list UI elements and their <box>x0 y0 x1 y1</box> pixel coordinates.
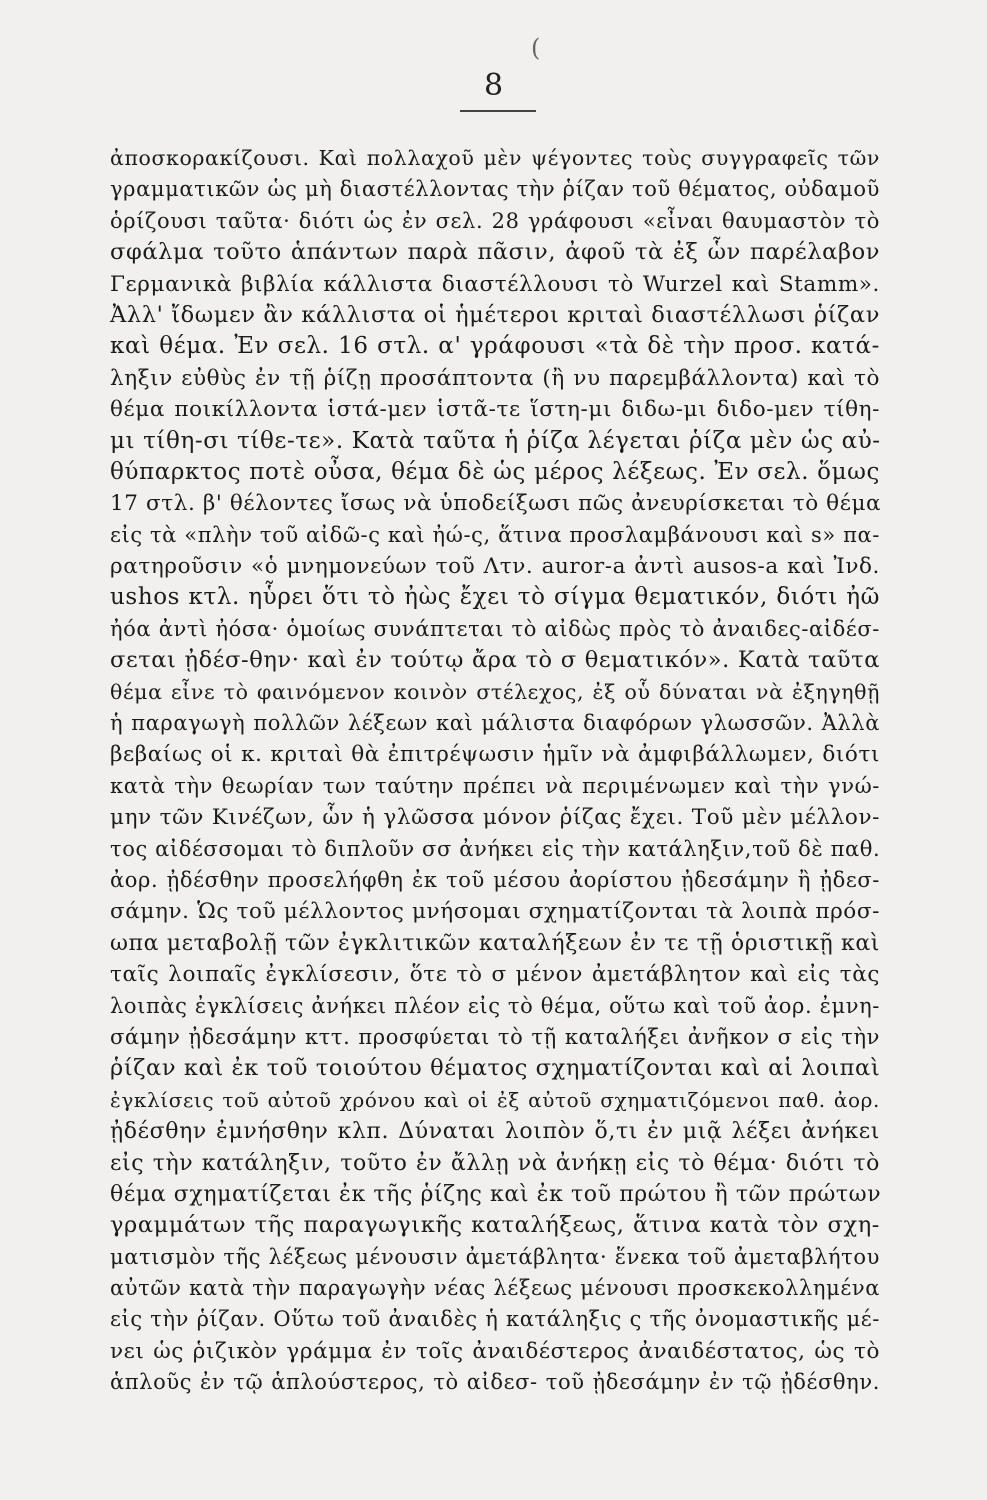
text-line: νει ὡς ῥιζικὸν γράμμα ἐν τοῖς ἀναιδέστερος ἀναιδέστατος, ὡς τὸ <box>110 1338 880 1364</box>
page-number: 8 <box>483 68 504 103</box>
text-line: εἰς τὰ «πλὴν τοῦ αἰδῶ-ς καὶ ἠώ-ς, ἅτινα προσλαμβάνουσι καὶ s» πα- <box>110 522 880 547</box>
text-line: ἡ παραγωγὴ πολλῶν λέξεων καὶ μάλιστα διαφόρων γλωσσῶν. Ἀλλὰ <box>110 711 880 736</box>
text-line: ἐγκλίσεις τοῦ αὐτοῦ χρόνου καὶ οἱ ἐξ αὐτοῦ σχηματιζόμενοι παθ. ἀορ. <box>110 1087 880 1112</box>
text-line: λοιπὰς ἐγκλίσεις ἀνήκει πλέον εἰς τὸ θέμα, οὕτω καὶ τοῦ ἀορ. ἐμνη- <box>110 993 880 1018</box>
text-line: ωπα μεταβολῇ τῶν ἐγκλιτικῶν καταλήξεων ἐν τε τῇ ὁριστικῇ καὶ <box>110 930 880 956</box>
text-line: ῥίζαν καὶ ἐκ τοῦ τοιούτου θέματος σχηματίζονται καὶ αἱ λοιπαὶ <box>110 1055 881 1082</box>
text-line: Ἀλλ' ἴδωμεν ἂν κάλλιστα οἱ ἡμέτεροι κριταὶ διαστέλλωσι ῥίζαν <box>110 301 880 328</box>
text-line: ματισμὸν τῆς λέξεως μένουσιν ἀμετάβλητα· ἕνεκα τοῦ ἀμεταβλήτου <box>110 1244 880 1269</box>
text-line: σεται ᾐδέσ-θην· καὶ ἐν τούτῳ ἄρα τὸ σ θεματικόν». Κατὰ ταῦτα <box>110 647 880 674</box>
text-line: κατὰ τὴν θεωρίαν των ταύτην πρέπει νὰ περιμένωμεν καὶ τὴν γνώ- <box>110 773 880 798</box>
text-line: ταῖς λοιπαῖς ἐγκλίσεσιν, ὅτε τὸ σ μένον ἀμετάβλητον καὶ εἰς τὰς <box>110 962 880 988</box>
text-line: θέμα εἶνε τὸ φαινόμενον κοινὸν στέλεχος, ἐξ οὗ δύναται νὰ ἐξηγηθῇ <box>110 679 880 704</box>
text-line: ushos κτλ. ηὗρει ὅτι τὸ ἠὼς ἔχει τὸ σίγμα θεματικόν, διότι ἠῶ <box>110 584 880 611</box>
text-line: ἀορ. ᾐδέσθην προσελήφθη ἐκ τοῦ μέσου ἀορίστου ᾐδεσάμην ἢ ᾐδεσ- <box>110 867 880 892</box>
text-line: ρατηροῦσιν «ὁ μνημονεύων τοῦ Λτν. auror-a ἀντὶ ausos-a καὶ Ἰνδ. <box>110 554 880 580</box>
text-line: θέμα ποικίλλοντα ἱστά-μεν ἱστᾶ-τε ἵστη-μι διδω-μι διδο-μεν τίθη- <box>110 397 880 423</box>
text-line: εἰς τὴν ῥίζαν. Οὕτω τοῦ ἀναιδὲς ἡ κατάληξις ς τῆς ὀνομαστικῆς μέ- <box>110 1307 880 1332</box>
text-line: μι τίθη-σι τίθε-τε». Κατὰ ταῦτα ἡ ῥίζα λέγεται ῥίζα μὲν ὡς αὐ- <box>110 427 881 454</box>
text-line: βεβαίως οἱ κ. κριταὶ θὰ ἐπιτρέψωσιν ἡμῖν νὰ ἀμφιβάλλωμεν, διότι <box>110 742 880 768</box>
text-line: σφάλμα τοῦτο ἁπάντων παρὰ πᾶσιν, ἀφοῦ τὰ ἐξ ὧν παρέλαβον <box>110 239 880 266</box>
text-line: γραμμάτων τῆς παραγωγικῆς καταλήξεως, ἅτινα κατὰ τὸν σχη- <box>110 1212 880 1239</box>
text-line: Γερμανικὰ βιβλία κάλλιστα διαστέλλουσι τὸ Wurzel καὶ Stamm». <box>110 271 880 297</box>
text-line: ᾐδέσθην ἐμνήσθην κλπ. Δύναται λοιπὸν ὅ,τι ἐν μιᾷ λέξει ἀνήκει <box>110 1119 880 1145</box>
text-line: μην τῶν Κινέζων, ὧν ἡ γλῶσσα μόνον ῥίζας ἔχει. Τοῦ μὲν μέλλον- <box>110 805 880 831</box>
text-line: τος αἰδέσσομαι τὸ διπλοῦν σσ ἀνήκει εἰς τὴν κατάληξιν,τοῦ δὲ παθ. <box>110 836 881 861</box>
text-line: ἠόα ἀντὶ ἠόσα· ὁμοίως συνάπτεται τὸ αἰδὼς πρὸς τὸ ἀναιδες-αἰδέσ- <box>110 616 880 641</box>
text-line: 17 στλ. β' θέλοντες ἴσως νὰ ὑποδείξωσι πῶς ἀνευρίσκεται τὸ θέμα <box>110 491 882 517</box>
text-line: ὁρίζουσι ταῦτα· διότι ὡς ἐν σελ. 28 γράφουσι «εἶναι θαυμαστὸν τὸ <box>110 208 880 233</box>
text-line: ληξιν εὐθὺς ἐν τῇ ῥίζῃ προσάπτοντα (ἢ νυ παρεμβάλλοντα) καὶ τὸ <box>110 365 880 391</box>
text-line: θέμα σχηματίζεται ἐκ τῆς ῥίζης καὶ ἐκ τοῦ πρώτου ἢ τῶν πρώτων <box>110 1181 882 1207</box>
text-line: γραμματικῶν ὡς μὴ διαστέλλοντας τὴν ῥίζαν τοῦ θέματος, οὐδαμοῦ <box>110 177 880 202</box>
text-line: σάμην. Ὡς τοῦ μέλλοντος μνήσομαι σχηματίζονται τὰ λοιπὰ πρόσ- <box>110 899 880 925</box>
text-line: εἰς τὴν κατάληξιν, τοῦτο ἐν ἄλλῃ νὰ ἀνήκῃ εἰς τὸ θέμα· διότι τὸ <box>110 1150 880 1176</box>
text-line: καὶ θέμα. Ἐν σελ. 16 στλ. α' γράφουσι «τὰ δὲ τὴν προσ. κατά- <box>110 333 880 360</box>
text-line: ἁπλοῦς ἐν τῷ ἁπλούστερος, τὸ αἰδεσ- τοῦ ᾐδεσάμην ἐν τῷ ᾐδέσθην. <box>110 1370 880 1395</box>
text-line: ἀποσκορακίζουσι. Καὶ πολλαχοῦ μὲν ψέγοντες τοὺς συγγραφεῖς τῶν <box>110 146 880 170</box>
header-rule <box>460 110 536 112</box>
margin-mark: ( <box>531 34 541 62</box>
text-line: θύπαρκτος ποτὲ οὖσα, θέμα δὲ ὡς μέρος λέξεως. Ἐν σελ. ὅμως <box>110 458 880 485</box>
text-line: αὐτῶν κατὰ τὴν παραγωγὴν νέας λέξεως μένουσι προσκεκολλημένα <box>110 1276 880 1301</box>
body-text <box>110 143 880 1399</box>
text-line: σάμην ᾐδεσάμην κττ. προσφύεται τὸ τῇ καταλήξει ἀνῆκον σ εἰς τὴν <box>110 1024 880 1049</box>
